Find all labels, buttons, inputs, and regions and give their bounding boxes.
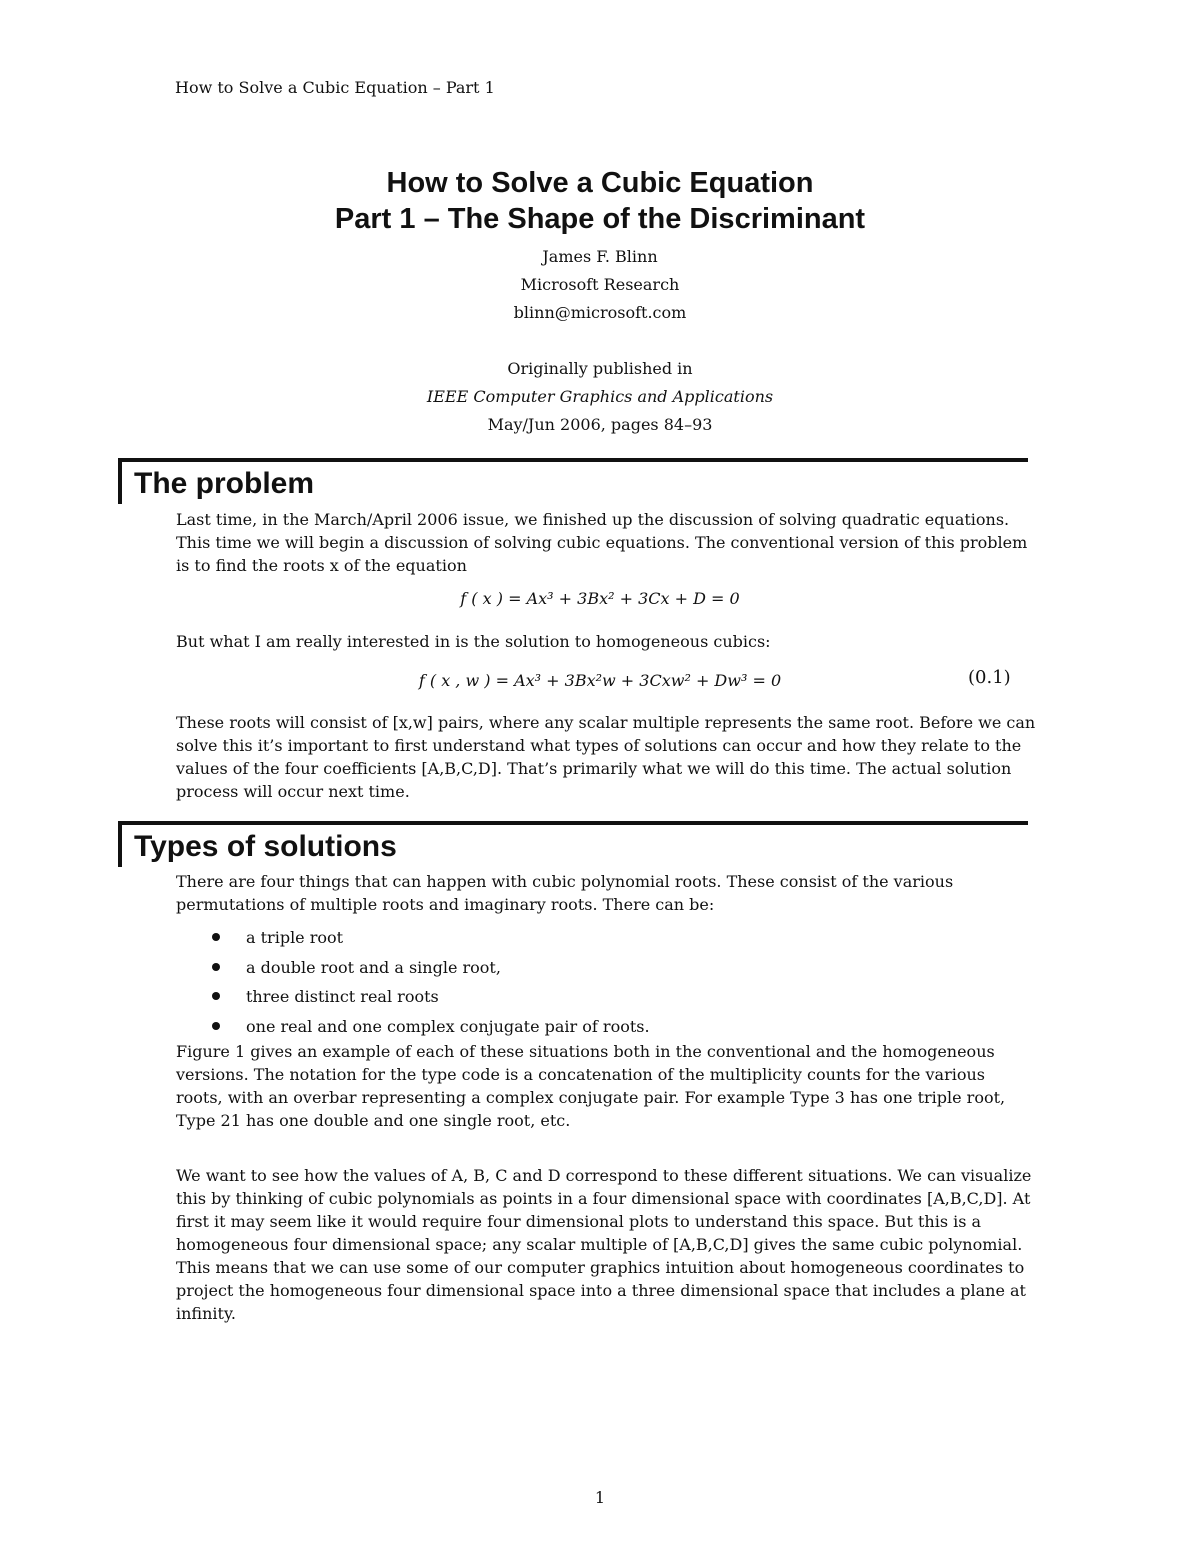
section-title-types: Types of solutions — [134, 830, 397, 863]
equation-conventional: f ( x ) = Ax³ + 3Bx² + 3Cx + D = 0 — [460, 589, 740, 608]
problem-paragraph-3: These roots will consist of [x,w] pairs, where any scalar multiple represents the same root. Before we can solve this it’s important to first understand what types of solutions can occur and how they relate to the values of the four coefficients [A,B,C,D]. That’s primarily what we will do this time. The actual solution process will occur next time. — [176, 713, 1036, 801]
author-email: blinn@microsoft.com — [513, 303, 687, 322]
paper-title-line1: How to Solve a Cubic Equation — [386, 167, 814, 199]
author-affiliation: Microsoft Research — [520, 275, 680, 294]
types-paragraph-2: Figure 1 gives an example of each of these situations both in the conventional and the homogeneous versions. The notation for the type code is a concatenation of the multiplicity counts for the various roots, with an overbar representing a complex conjugate pair. For example Type 3 has one triple root, Type 21 has one double and one single root, etc. — [176, 1042, 1006, 1130]
publication-issue: May/Jun 2006, pages 84–93 — [487, 415, 713, 434]
publication-intro: Originally published in — [507, 359, 693, 378]
bullet-icon — [212, 1022, 220, 1030]
equation-homogeneous: f ( x , w ) = Ax³ + 3Bx²w + 3Cxw² + Dw³ = 0 — [418, 671, 782, 690]
bullet-icon — [212, 963, 220, 971]
section-rule — [118, 458, 1028, 462]
types-paragraph-1: There are four things that can happen with cubic polynomial roots. These consist of the various permutations of multiple roots and imaginary roots. There can be: — [176, 872, 954, 914]
bullet-icon — [212, 933, 220, 941]
paper-title-line2: Part 1 – The Shape of the Discriminant — [334, 203, 866, 235]
list-item: a double root and a single root, — [176, 953, 650, 983]
section-rule — [118, 821, 1028, 825]
section-bracket — [118, 821, 122, 867]
page-number: 1 — [594, 1488, 606, 1507]
types-paragraph-3: We want to see how the values of A, B, C and D correspond to these different situations. We can visualize this by thinking of cubic polynomials as points in a four dimensional space with coordinates [A,B,C,D]. At first it may seem like it would require four dimensional plots to understand this space. But this is a homogeneous four dimensional space; any scalar multiple of [A,B,C,D] gives the same cubic polynomial. This means that we can use some of our computer graphics intuition about homogeneous coordinates to project the homogeneous four dimensional space into a three dimensional space that includes a plane at infinity. — [176, 1166, 1032, 1323]
solution-types-list — [176, 923, 650, 1041]
list-item: three distinct real roots — [176, 982, 650, 1012]
problem-paragraph-2: But what I am really interested in is the solution to homogeneous cubics: — [176, 632, 771, 651]
section-title-problem: The problem — [134, 467, 315, 500]
equation-number: (0.1) — [968, 667, 1011, 688]
list-item: a triple root — [176, 923, 650, 953]
list-item: one real and one complex conjugate pair of roots. — [176, 1012, 650, 1042]
running-header: How to Solve a Cubic Equation – Part 1 — [175, 78, 495, 97]
publication-venue: IEEE Computer Graphics and Applications — [426, 387, 774, 406]
author-name: James F. Blinn — [542, 247, 658, 266]
title-block — [0, 165, 1200, 439]
problem-paragraph-1: Last time, in the March/April 2006 issue, we finished up the discussion of solving quadratic equations. This time we will begin a discussion of solving cubic equations. The conventional version of this problem is to find the roots x of the equation — [176, 510, 1028, 575]
section-bracket — [118, 458, 122, 504]
bullet-icon — [212, 992, 220, 1000]
